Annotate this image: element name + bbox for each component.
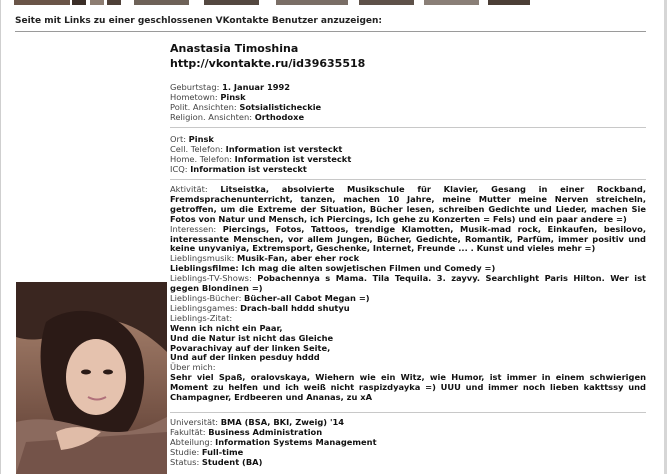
music-label: Lieblingsmusik: [170,253,235,264]
interests-value[interactable]: Piercings, Fotos, Tattoos, trendige Klamotten, Musik-mad rock, Einkaufen, besilovo, interessante Menschen, vor allem Jungen, Bücher, Gedichte, Romantik, Parfüm, immer positiv und keine unyvaniya, Extremsport, Geschenke, Internet, Freunde ... . Kunst und vieles mehr =) [170,223,646,254]
religion-label: Religion. Ansichten: [170,111,253,122]
education-info [170,418,646,468]
department-value[interactable]: Information Systems Management [215,436,377,447]
books-label: Lieblings-Bücher: [170,292,242,303]
hometown-label: Hometown: [170,91,218,102]
header-divider [15,31,646,32]
about-label: Über mich: [170,362,216,373]
personal-info [170,185,646,403]
hometown-value[interactable]: Pinsk [220,91,246,102]
thumbnail-image[interactable] [204,0,259,5]
status-value: Student (BA) [201,456,263,467]
music-value[interactable]: Musik-Fan, aber eher rock [236,253,360,264]
university-value[interactable]: BMA (BSA, BKI, Zweig) '14 [220,417,345,427]
profile-photo-image [16,282,167,474]
thumbnail-image[interactable] [424,0,479,5]
header-title: Seite mit Links zu einer geschlossenen VKontakte Benutzer anzuzeigen: [15,16,383,26]
about-value: Sehr viel Spaß, oralovskaya, Wiehern wie ein Witz, wie Humor, ist immer in einem schwierigen Moment zu helfen und ich weiß nicht raspizdyayka =) UUU und immer noch lieben kakttssy und Champagner, Erdbeeren und Ananas, zu xA [170,372,646,403]
thumbnail-image[interactable] [107,0,121,5]
activity-row [170,185,646,225]
faculty-value[interactable]: Business Administration [208,426,323,437]
section-divider [170,127,646,128]
games-value[interactable]: Drach-ball hddd shutyu [240,302,350,313]
birthday-value: 1. Januar 1992 [222,82,291,92]
home-phone-label: Home. Telefon: [170,153,232,164]
thumbnail-image[interactable] [488,0,530,5]
section-divider [170,412,646,413]
section-divider [170,179,646,180]
city-label: Ort: [170,134,186,144]
tv-label: Lieblings-TV-Shows: [170,273,252,284]
polit-label: Polit. Ansichten: [170,101,237,112]
films-label: Lieblingsfilme: [170,263,239,274]
thumbnail-image[interactable] [276,0,348,5]
films-value[interactable]: Ich mag die alten sowjetischen Filmen und Comedy =) [241,263,496,274]
tv-value[interactable]: Pobachennya s Mama. Tila Tequila. 3. zayvy. Searchlight Paris Hilton. Wer ist gegen Blondinen =) [170,273,647,294]
study-value: Full-time [201,446,244,457]
interests-label: Interessen: [170,223,217,234]
icq-value: Information ist versteckt [190,163,307,174]
games-label: Lieblingsgames: [170,302,238,313]
birthday-label: Geburtstag: [170,82,220,92]
thumbnail-strip[interactable] [14,0,574,5]
quote-line: Und die Natur ist nicht das Gleiche [170,332,334,343]
thumbnail-image[interactable] [134,0,189,5]
quote-line: Und auf der linken pesduy hddd [170,352,320,363]
polit-value: Sotsialisticheckie [239,101,322,112]
thumbnail-image[interactable] [14,0,70,5]
books-value[interactable]: Bücher-all Cabot Megan =) [244,292,370,303]
profile-url-link[interactable]: http://vkontakte.ru/id39635518 [170,57,366,70]
quote-line: Wenn ich nicht ein Paar, [170,322,283,333]
religion-value: Orthodoxe [254,111,305,122]
profile-photo[interactable] [16,282,167,474]
status-label: Status: [170,456,200,467]
cell-label: Cell. Telefon: [170,143,224,154]
study-label: Studie: [170,446,200,457]
cell-value: Information ist versteckt [225,143,343,154]
thumbnail-image[interactable] [90,0,104,5]
basic-info [170,83,646,123]
profile-name: Anastasia Timoshina [170,42,299,55]
activity-label: Aktivität: [170,184,208,194]
faculty-label: Fakultät: [170,426,206,437]
city-value[interactable]: Pinsk [188,134,214,144]
interests-row [170,225,646,255]
activity-value[interactable]: Litseistka, absolvierte Musikschule für Klavier, Gesang in einer Rockband, Fremdsprachenunterricht, tanzen, machen 10 Jahre, meine Mutter meine Nerven streicheln, getroffen, um die Extreme der Situation, Bücher lesen, schreiben Gedichte und Lieder, machen Sie Fotos von Natur und Mensch, ich Piercings, Ich gehe zu Konzerten = Fels) und ein paar andere =) [170,184,647,224]
thumbnail-image[interactable] [359,0,414,5]
university-label: Universität: [170,417,219,427]
icq-label: ICQ: [170,163,188,174]
quote-label: Lieblings-Zitat: [170,312,233,323]
department-label: Abteilung: [170,436,213,447]
home-phone-value: Information ist versteckt [234,153,352,164]
contact-info [170,135,646,175]
quote-line: Povarachivay auf der linken Seite, [170,342,331,353]
thumbnail-image[interactable] [72,0,86,5]
